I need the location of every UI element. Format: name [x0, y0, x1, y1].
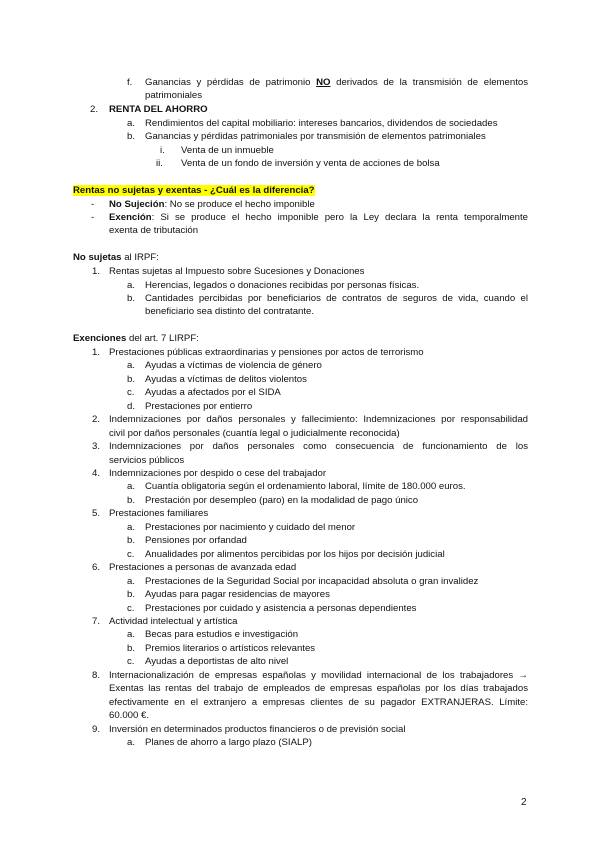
exencion-item-5-sub-3-text-text: Anualidades por alimentos percibidas por los hijos por decisión judicial [145, 549, 445, 560]
ahorro-ii-text-text: Venta de un fondo de inversión y venta de acciones de bolsa [181, 158, 440, 169]
exencion-item-3-text-text: Indemnizaciones por daños personales como consecuencia de funcionamiento de los [109, 441, 528, 452]
exencion-item-7-text [109, 616, 238, 628]
exencion-item-6-sub-3-text-text: Prestaciones por cuidado y asistencia a personas dependientes [145, 603, 417, 614]
exenciones-heading [73, 333, 199, 345]
item-f-cont-text: patrimoniales [145, 90, 203, 101]
exencion-item-9-marker: 9. [92, 724, 101, 735]
no-sujetas-heading-rest: al IRPF: [121, 252, 159, 263]
renta-ahorro [90, 104, 98, 116]
exencion-label: Exención [109, 212, 152, 223]
item-f-line [145, 77, 528, 101]
exencion-item-5-sub-2-text [145, 535, 247, 547]
exencion-item-4-sub-1 [127, 481, 135, 493]
exencion-item-4-sub-1-text [145, 481, 466, 493]
exencion-item-4-sub-2-text [145, 495, 418, 507]
exencion-item-5 [92, 508, 100, 520]
exencion-item-9-sub-1-text [145, 737, 312, 749]
exencion-item-5-sub-1-text [145, 522, 355, 534]
ahorro-b-marker: b. [127, 131, 136, 142]
exencion-item-7-text-text: Actividad intelectual y artística [109, 616, 238, 627]
renta-ahorro-marker: 2. [90, 104, 99, 115]
ahorro-a-marker: a. [127, 118, 136, 129]
exencion-item-1-sub-4-text-text: Prestaciones por entierro [145, 401, 253, 412]
exencion-item-8-cont-text: Exentas las rentas del trabajo de empleados de empresas españolas por los días trabajados [109, 683, 528, 694]
ahorro-i-text [181, 145, 274, 157]
exencion-item-6-text-text: Prestaciones a personas de avanzada edad [109, 562, 297, 573]
no-sujetas-heading-bold: No sujetas [73, 252, 122, 263]
renta-ahorro-title-text: RENTA DEL AHORRO [109, 104, 208, 115]
exencion-item-6-sub-3-marker: c. [127, 603, 135, 614]
exencion-item-4-text [109, 468, 326, 480]
exencion-item-3 [92, 441, 100, 453]
exencion-item-1-sub-4 [127, 401, 135, 413]
exencion-item-7 [92, 616, 100, 628]
no-sujecion-text: : No se produce el hecho imponible [164, 199, 315, 210]
exencion-item-2-cont [109, 428, 400, 440]
exencion-item-5-sub-2-text-text: Pensiones por orfandad [145, 535, 247, 546]
ahorro-b [127, 131, 135, 143]
exencion-item-2-marker: 2. [92, 414, 101, 425]
exencion-item-6-text [109, 562, 296, 574]
exencion-item-9-sub-1-marker: a. [127, 737, 136, 748]
no-sujetas-b-cont-text: beneficiario sea distinto del contratante. [145, 306, 315, 317]
item-f-pre: Ganancias y pérdidas de patrimonio [145, 77, 317, 88]
no-sujecion-bullet-marker: - [91, 199, 95, 210]
exencion-item-8-marker: 8. [92, 670, 101, 681]
renta-ahorro-title [109, 104, 208, 116]
exencion-item-7-sub-1-marker: a. [127, 629, 136, 640]
exencion-item-7-sub-3-marker: c. [127, 656, 135, 667]
rentas-heading-text: Rentas no sujetas y exentas - ¿Cuál es la diferencia? [73, 185, 315, 196]
item-f [127, 77, 132, 89]
ahorro-a [127, 118, 135, 130]
exencion-item-3-cont-text: servicios públicos [109, 455, 185, 466]
exencion-item-6-sub-2-text [145, 589, 330, 601]
no-sujetas-b-marker: b. [127, 293, 136, 304]
no-sujetas-b [127, 293, 135, 305]
no-sujetas-1-text-text: Rentas sujetas al Impuesto sobre Sucesiones y Donaciones [109, 266, 365, 277]
exencion-item-7-sub-1-text [145, 629, 298, 641]
exencion-item-6-sub-2-marker: b. [127, 589, 136, 600]
no-sujetas-b-cont [145, 306, 314, 318]
exencion-item-8-cont3-text: 60.000 €. [109, 710, 150, 721]
exencion-item-1-sub-1-text [145, 360, 322, 372]
exencion-item-5-sub-1-marker: a. [127, 522, 136, 533]
ahorro-a-text [145, 118, 498, 130]
exencion-item-4-text-text: Indemnizaciones por despido o cese del trabajador [109, 468, 327, 479]
exencion-item-5-sub-1 [127, 522, 135, 534]
item-f-cont [145, 90, 202, 102]
ahorro-i-marker: i. [160, 145, 165, 156]
exencion-item-4-marker: 4. [92, 468, 101, 479]
exencion-item-5-text [109, 508, 208, 520]
no-sujetas-heading [73, 252, 159, 264]
exencion-item-6-sub-2 [127, 589, 135, 601]
exencion-cont-text: exenta de tributación [109, 225, 199, 236]
no-sujetas-1-marker: 1. [92, 266, 101, 277]
ahorro-b-text [145, 131, 486, 143]
no-sujecion-line [109, 199, 315, 211]
ahorro-ii-marker: ii. [156, 158, 163, 169]
exencion-item-7-sub-3-text [145, 656, 288, 668]
exencion-item-7-sub-3 [127, 656, 134, 668]
exencion-item-5-sub-2-marker: b. [127, 535, 136, 546]
exencion-item-1-sub-3-text [145, 387, 281, 399]
exencion-item-7-sub-3-text-text: Ayudas a deportistas de alto nivel [145, 656, 289, 667]
exencion-bullet [91, 212, 94, 224]
no-sujetas-b-text-text: Cantidades percibidas por beneficiarios de contratos de seguros de vida, cuando el [145, 293, 528, 304]
exencion-item-1-sub-4-marker: d. [127, 401, 136, 412]
no-sujetas-a-text-text: Herencias, legados o donaciones recibidas por personas físicas. [145, 280, 420, 291]
exencion-item-6-sub-1 [127, 576, 135, 588]
exencion-item-5-sub-3-marker: c. [127, 549, 135, 560]
exencion-item-1-text-text: Prestaciones públicas extraordinarias y pensiones por actos de terrorismo [109, 347, 424, 358]
ahorro-i-text-text: Venta de un inmueble [181, 145, 274, 156]
exencion-item-4-sub-1-marker: a. [127, 481, 136, 492]
exencion-item-8-cont2 [109, 697, 528, 721]
exencion-item-5-text-text: Prestaciones familiares [109, 508, 209, 519]
ahorro-ii [156, 158, 163, 170]
page-number: 2 [521, 797, 527, 808]
exencion-item-7-sub-1-text-text: Becas para estudios e investigación [145, 629, 299, 640]
ahorro-b-text-text: Ganancias y pérdidas patrimoniales por transmisión de elementos patrimoniales [145, 131, 486, 142]
exencion-item-6-sub-1-marker: a. [127, 576, 136, 587]
exencion-item-4-sub-2 [127, 495, 135, 507]
exencion-item-9-sub-1 [127, 737, 135, 749]
exencion-item-1 [92, 347, 100, 359]
exencion-item-3-marker: 3. [92, 441, 101, 452]
exencion-item-7-sub-2-marker: b. [127, 643, 136, 654]
exencion-item-6-marker: 6. [92, 562, 101, 573]
no-sujetas-a-text [145, 280, 419, 292]
exencion-item-1-sub-1-text-text: Ayudas a víctimas de violencia de género [145, 360, 322, 371]
exencion-item-2-text-text: Indemnizaciones por daños personales y fallecimiento: Indemnizaciones por responsabilidad [109, 414, 528, 425]
exencion-item-8-cont3 [109, 710, 149, 722]
ahorro-ii-text [181, 158, 440, 170]
exencion-item-2-cont-text: civil por daños personales (cuantía legal o judicialmente reconocida) [109, 428, 400, 439]
exencion-item-5-sub-1-text-text: Prestaciones por nacimiento y cuidado del menor [145, 522, 356, 533]
exencion-item-1-sub-3-marker: c. [127, 387, 135, 398]
exencion-item-2 [92, 414, 100, 426]
exencion-item-7-sub-2-text [145, 643, 315, 655]
exencion-item-8-text-text: Internacionalización de empresas españolas y movilidad internacional de los trabajadores → [109, 670, 528, 681]
exencion-item-6 [92, 562, 100, 574]
no-sujetas-a [127, 280, 135, 292]
exencion-item-4 [92, 468, 100, 480]
exencion-item-4-sub-2-marker: b. [127, 495, 136, 506]
exencion-item-1-sub-1-marker: a. [127, 360, 136, 371]
exencion-item-1-text [109, 347, 424, 359]
exencion-item-7-sub-2-text-text: Premios literarios o artísticos relevantes [145, 643, 316, 654]
exencion-item-1-sub-3 [127, 387, 134, 399]
exencion-item-1-sub-2-text [145, 374, 307, 386]
exencion-item-7-marker: 7. [92, 616, 101, 627]
no-sujetas-1 [92, 266, 100, 278]
exencion-item-8-cont2-text: efectivamente en el extranjero a empresas clientes de su pagador EXTRANJERAS. Límite: [109, 697, 528, 708]
exencion-item-6-sub-1-text [145, 576, 478, 588]
item-f-no: NO [316, 77, 331, 88]
exencion-item-5-sub-2 [127, 535, 135, 547]
no-sujecion-bullet [91, 199, 94, 211]
exencion-item-5-sub-3-text [145, 549, 445, 561]
exencion-item-1-sub-2 [127, 374, 135, 386]
exencion-item-1-sub-4-text [145, 401, 252, 413]
exencion-item-1-sub-1 [127, 360, 135, 372]
item-f-post: derivados de la transmisión de elementos [330, 77, 528, 88]
item-f-marker: f. [127, 77, 133, 88]
ahorro-i [160, 145, 165, 157]
exencion-item-3-cont [109, 455, 184, 467]
exencion-item-7-sub-1 [127, 629, 135, 641]
exencion-text: : Si se produce el hecho imponible pero la Ley declara la renta temporalmente [151, 212, 528, 223]
no-sujetas-a-marker: a. [127, 280, 136, 291]
exencion-item-6-sub-3 [127, 603, 134, 615]
exencion-cont [109, 225, 198, 237]
no-sujecion-label: No Sujeción [109, 199, 165, 210]
rentas-heading [73, 185, 315, 197]
exencion-item-6-sub-1-text-text: Prestaciones de la Seguridad Social por incapacidad absoluta o gran invalidez [145, 576, 479, 587]
exencion-item-6-sub-2-text-text: Ayudas para pagar residencias de mayores [145, 589, 330, 600]
exencion-item-4-sub-2-text-text: Prestación por desempleo (paro) en la modalidad de pago único [145, 495, 419, 506]
exencion-item-1-sub-2-marker: b. [127, 374, 136, 385]
exencion-item-7-sub-2 [127, 643, 135, 655]
exencion-item-9-sub-1-text-text: Planes de ahorro a largo plazo (SIALP) [145, 737, 312, 748]
exenciones-heading-bold: Exenciones [73, 333, 127, 344]
exenciones-heading-rest: del art. 7 LIRPF: [126, 333, 199, 344]
exencion-item-5-marker: 5. [92, 508, 101, 519]
exencion-bullet-marker: - [91, 212, 95, 223]
ahorro-a-text-text: Rendimientos del capital mobiliario: intereses bancarios, dividendos de sociedades [145, 118, 498, 129]
exencion-item-9-text-text: Inversión en determinados productos financieros o de previsión social [109, 724, 406, 735]
exencion-item-4-sub-1-text-text: Cuantía obligatoria según el ordenamiento laboral, límite de 180.000 euros. [145, 481, 466, 492]
exencion-item-9 [92, 724, 100, 736]
exencion-item-8 [92, 670, 100, 682]
exencion-item-1-sub-2-text-text: Ayudas a víctimas de delitos violentos [145, 374, 307, 385]
no-sujetas-1-text [109, 266, 364, 278]
exencion-item-1-sub-3-text-text: Ayudas a afectados por el SIDA [145, 387, 281, 398]
exencion-item-6-sub-3-text [145, 603, 416, 615]
exencion-item-5-sub-3 [127, 549, 134, 561]
exencion-item-9-text [109, 724, 406, 736]
exencion-item-1-marker: 1. [92, 347, 101, 358]
